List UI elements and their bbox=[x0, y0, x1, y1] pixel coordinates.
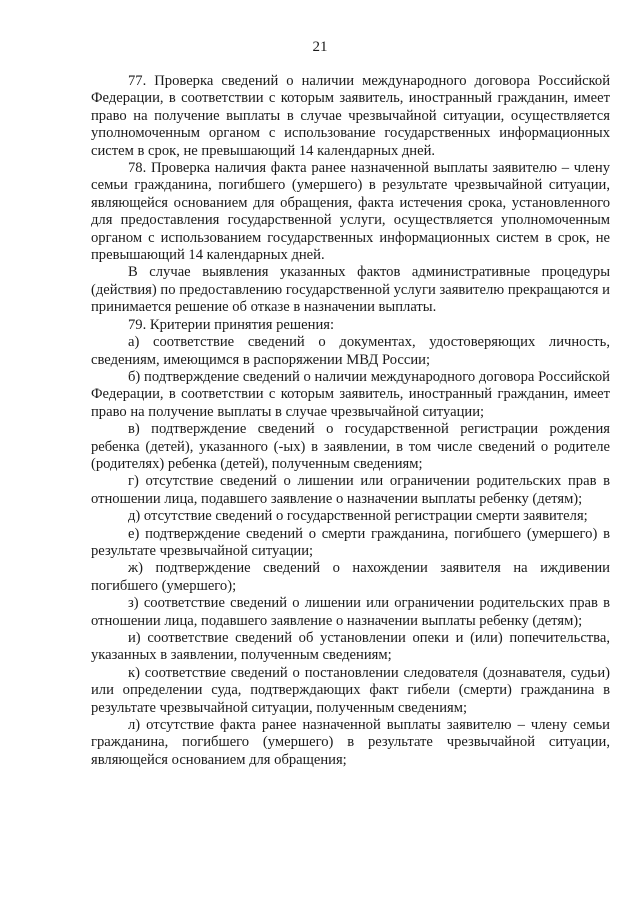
paragraph-79-heading: 79. Критерии принятия решения: bbox=[128, 316, 335, 333]
criterion-d: д) отсутствие сведений о государственной регистрации смерти заявителя; bbox=[128, 508, 588, 525]
page-number: 21 bbox=[312, 39, 328, 55]
paragraph-78-note: В случае выявления указанных фактов административные процедуры (действия) по предоставлению государственной услуги заявителю прекращаются и принимается решение об отказе в назначении выплаты. bbox=[91, 264, 610, 316]
criterion-k: к) соответствие сведений о постановлении следователя (дознавателя, судьи) или определении суда, подтверждающих факт гибели (смерти) гражданина в результате чрезвычайной ситуации, полученным сведениям; bbox=[91, 664, 610, 716]
criterion-i: и) соответствие сведений об установлении опеки и (или) попечительства, указанных в заявлении, полученным сведениям; bbox=[91, 630, 610, 664]
criterion-zh: ж) подтверждение сведений о нахождении заявителя на иждивении погибшего (умершего); bbox=[91, 560, 610, 594]
criterion-a: а) соответствие сведений о документах, удостоверяющих личность, сведениям, имеющимся в распоряжении МВД России; bbox=[91, 334, 610, 368]
criterion-e: е) подтверждение сведений о смерти гражданина, погибшего (умершего) в результате чрезвычайной ситуации; bbox=[91, 525, 610, 559]
paragraph-78: 78. Проверка наличия факта ранее назначенной выплаты заявителю – члену семьи гражданина, погибшего (умершего) в результате чрезвычайной ситуации, являющейся основанием для обращения, факта истечения срока, установленного для предоставления государственной услуги, осуществляется уполномоченным органом с использованием государственных информационных систем в срок, не превышающий 14 календарных дней. bbox=[91, 160, 610, 264]
criterion-b: б) подтверждение сведений о наличии международного договора Российской Федерации, в соответствии с которым заявитель, иностранный гражданин, имеет право на получение выплаты в случае чрезвычайной ситуации; bbox=[91, 368, 610, 420]
criterion-l: л) отсутствие факта ранее назначенной выплаты заявителю – члену семьи гражданина, погибшего (умершего) в результате чрезвычайной ситуации, являющейся основанием для обращения; bbox=[91, 717, 610, 768]
paragraph-77: 77. Проверка сведений о наличии международного договора Российской Федерации, в соответствии с которым заявитель, иностранный гражданин, имеет право на получение выплаты в случае чрезвычайной ситуации, осуществляется уполномоченным органом с использование государственных информационных систем в срок, не превышающий 14 календарных дней. bbox=[91, 73, 610, 159]
criterion-v: в) подтверждение сведений о государственной регистрации рождения ребенка (детей), указанного (-ых) в заявлении, в том числе сведений о родителе (родителях) ребенка (детей), полученным сведениям; bbox=[91, 421, 610, 472]
document-body bbox=[91, 73, 610, 769]
criterion-g: г) отсутствие сведений о лишении или ограничении родительских прав в отношении лица, подавшего заявление о назначении выплаты ребенку (детям); bbox=[91, 473, 610, 507]
criterion-z: з) соответствие сведений о лишении или ограничении родительских прав в отношении лица, подавшего заявление о назначении выплаты ребенку (детям); bbox=[91, 595, 610, 629]
